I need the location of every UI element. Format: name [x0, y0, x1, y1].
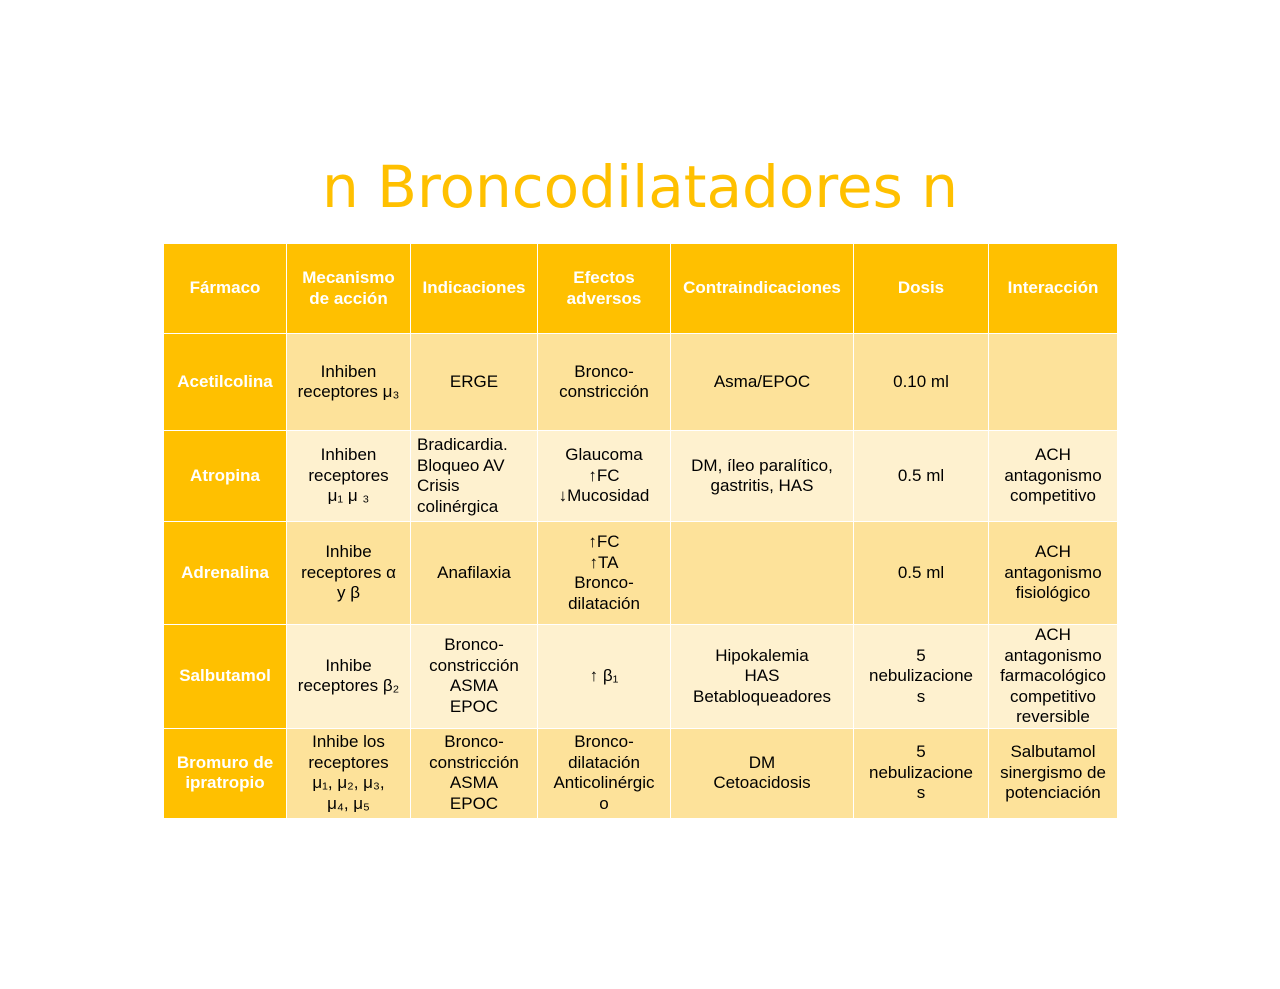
- cell-line: Asma/EPOC: [713, 371, 811, 391]
- cell-line: Cetoacidosis: [713, 773, 811, 792]
- cell-line: receptores μ₃: [297, 382, 400, 401]
- cell-line: gastritis, HAS: [710, 476, 814, 495]
- cell-line: ERGE: [449, 371, 499, 391]
- dose-cell: [854, 522, 989, 625]
- header-interaccion: Interacción: [989, 244, 1118, 334]
- cell-line: fisiológico: [1015, 583, 1091, 603]
- cell-line: μ₁ μ ₃: [327, 486, 370, 506]
- dose-cell: [854, 431, 989, 522]
- table-row: [164, 728, 1118, 818]
- cell-line: Bronco-: [444, 635, 504, 655]
- header-dosis: Dosis: [854, 244, 989, 334]
- cell-line: Crisis: [417, 476, 460, 495]
- cell-line: Salbutamol: [1010, 742, 1096, 762]
- slide-title: n Broncodilatadores n: [321, 153, 959, 221]
- interaction-cell: [989, 728, 1118, 818]
- drug-name-cell: [164, 522, 287, 625]
- drug-name-cell: [164, 625, 287, 729]
- cell-line: competitivo: [1010, 486, 1096, 506]
- drug-name-cell: [164, 728, 287, 818]
- cell-line: receptores β₂: [297, 676, 400, 696]
- mechanism-cell: [287, 522, 411, 625]
- cell-line: 0.5 ml: [897, 465, 945, 485]
- indications-cell: [411, 728, 538, 818]
- dose-cell: [854, 728, 989, 818]
- cell-line: reversible: [1016, 707, 1090, 726]
- indications-cell: [411, 334, 538, 431]
- header-row: [164, 244, 1118, 334]
- cell-line: constricción: [559, 382, 649, 401]
- cell-line: nebulizacione: [869, 762, 973, 782]
- cell-line: ACH: [1035, 542, 1071, 562]
- cell-line: antagonismo: [1004, 645, 1102, 665]
- cell-line: nebulizacione: [869, 666, 973, 685]
- cell-line: 5: [916, 645, 926, 665]
- cell-line: Anticolinérgic: [553, 773, 655, 792]
- header-efectos: Efectos adversos: [538, 244, 671, 334]
- cell-line: colinérgica: [417, 496, 499, 516]
- cell-line: Inhibe: [325, 655, 372, 675]
- cell-line: constricción: [429, 655, 519, 675]
- cell-line: competitivo: [1010, 686, 1096, 706]
- contraindications-cell: [671, 334, 854, 431]
- drug-name: Atropina: [190, 465, 260, 485]
- table-row: [164, 334, 1118, 431]
- drug-name: ipratropio: [185, 773, 265, 792]
- adverse-cell: [538, 431, 671, 522]
- cell-line: farmacológico: [1000, 666, 1106, 685]
- cell-line: μ₄, μ₅: [327, 793, 370, 813]
- cell-line: y β: [336, 583, 360, 603]
- cell-line: Bradicardia.: [417, 435, 508, 454]
- contraindications-cell: [671, 728, 854, 818]
- cell-line: dilatación: [568, 752, 640, 772]
- cell-line: ASMA: [449, 676, 499, 696]
- cell-line: Inhiben: [320, 361, 377, 381]
- indications-cell: [411, 522, 538, 625]
- cell-line: μ₁, μ₂, μ₃,: [312, 773, 385, 792]
- interaction-cell: [989, 625, 1118, 729]
- adverse-cell: [538, 728, 671, 818]
- cell-line: HAS: [744, 666, 780, 685]
- cell-line: Bronco-: [574, 361, 634, 381]
- cell-line: 5: [916, 742, 926, 762]
- cell-line: ↓Mucosidad: [558, 486, 650, 506]
- cell-line: 0.10 ml: [893, 371, 949, 391]
- drug-table: [163, 243, 1118, 819]
- interaction-cell: [989, 522, 1118, 625]
- cell-line: ACH: [1035, 625, 1071, 644]
- dose-cell: [854, 625, 989, 729]
- cell-line: potenciación: [1005, 783, 1101, 803]
- interaction-cell: [989, 431, 1118, 522]
- header-indicaciones: Indicaciones: [411, 244, 538, 334]
- dose-cell: [854, 334, 989, 431]
- adverse-cell: [538, 334, 671, 431]
- cell-line: receptores α: [301, 562, 396, 582]
- cell-line: EPOC: [449, 696, 499, 716]
- cell-line: Bronco-: [574, 732, 634, 751]
- drug-name-cell: [164, 431, 287, 522]
- mechanism-cell: [287, 728, 411, 818]
- cell-line: Inhibe: [325, 542, 372, 562]
- table-row: [164, 431, 1118, 522]
- cell-line: s: [916, 686, 926, 706]
- cell-line: receptores: [308, 465, 389, 485]
- cell-line: antagonismo: [1004, 562, 1102, 582]
- cell-line: o: [599, 793, 609, 813]
- cell-line: DM, íleo paralítico,: [691, 455, 833, 475]
- cell-line: constricción: [429, 752, 519, 772]
- cell-line: dilatación: [568, 593, 640, 613]
- cell-line: Bronco-: [444, 732, 504, 751]
- drug-name-cell: [164, 334, 287, 431]
- drug-name: Adrenalina: [181, 562, 269, 582]
- cell-line: ↑ β₁: [589, 666, 619, 685]
- cell-line: Inhibe los: [312, 732, 385, 751]
- interaction-cell: [989, 334, 1118, 431]
- drug-name: Bromuro de: [176, 752, 274, 772]
- cell-line: s: [916, 783, 926, 803]
- cell-line: EPOC: [449, 793, 499, 813]
- contraindications-cell: [671, 431, 854, 522]
- cell-line: 0.5 ml: [897, 562, 945, 582]
- cell-line: DM: [748, 752, 776, 772]
- cell-line: ACH: [1035, 445, 1071, 465]
- header-mecanismo: Mecanismo de acción: [287, 244, 411, 334]
- cell-line: Hipokalemia: [715, 645, 809, 665]
- contraindications-cell: [671, 522, 854, 625]
- table-row: [164, 522, 1118, 625]
- cell-line: antagonismo: [1004, 465, 1102, 485]
- mechanism-cell: [287, 334, 411, 431]
- drug-name: Salbutamol: [179, 666, 271, 685]
- cell-line: sinergismo de: [1000, 762, 1106, 782]
- cell-line: Bronco-: [574, 573, 634, 592]
- cell-line: Anafilaxia: [437, 562, 511, 582]
- cell-line: Inhiben: [320, 445, 377, 465]
- indications-cell: [411, 625, 538, 729]
- cell-line: Glaucoma: [565, 445, 643, 465]
- indications-cell: [411, 431, 538, 522]
- header-farmaco: Fármaco: [164, 244, 287, 334]
- adverse-cell: [538, 625, 671, 729]
- cell-line: Bloqueo AV: [417, 455, 505, 475]
- cell-line: receptores: [308, 752, 389, 772]
- cell-line: Betabloqueadores: [692, 686, 831, 706]
- mechanism-cell: [287, 625, 411, 729]
- cell-line: ↑TA: [589, 552, 619, 572]
- cell-line: ↑FC: [588, 532, 620, 551]
- adverse-cell: [538, 522, 671, 625]
- contraindications-cell: [671, 625, 854, 729]
- cell-line: ASMA: [449, 773, 499, 792]
- drug-name: Acetilcolina: [177, 371, 273, 391]
- mechanism-cell: [287, 431, 411, 522]
- header-contraindicaciones: Contraindicaciones: [671, 244, 854, 334]
- cell-line: ↑FC: [588, 465, 620, 485]
- table-row: [164, 625, 1118, 729]
